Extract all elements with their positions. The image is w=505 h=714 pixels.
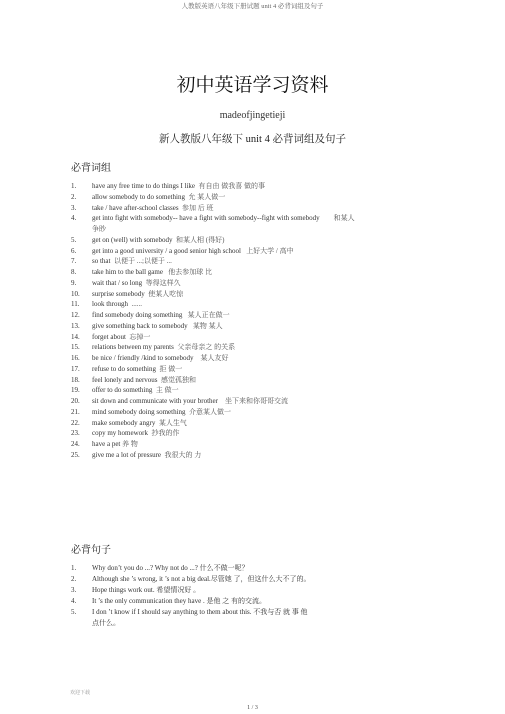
item-number: 11.	[71, 300, 80, 309]
vocab-item-continuation	[71, 224, 451, 235]
vocab-item	[71, 278, 451, 289]
phrase-en: refuse to do something	[92, 364, 156, 373]
vocab-section-heading: 必背词组	[71, 163, 111, 174]
vocab-item	[71, 364, 451, 375]
phrase-en: feel lonely and nervous	[92, 375, 158, 384]
vocab-item	[71, 439, 451, 450]
vocab-item	[71, 450, 451, 461]
vocab-item	[71, 203, 451, 214]
phrase-cn-continuation: 争眇	[92, 225, 106, 233]
phrase-cn: 使某人吃惊	[148, 289, 184, 298]
phrase-en: make somebody angry	[92, 418, 156, 427]
phrase-en: take / have after-school classes	[92, 203, 179, 212]
vocab-item	[71, 192, 451, 203]
phrase-cn: 感觉孤独和	[161, 375, 197, 384]
phrase-en: give something back to somebody	[92, 321, 188, 330]
phrase-en: have a pet	[92, 440, 121, 448]
footer-download-note: 欢迎下载	[70, 691, 91, 696]
document-subtitle: madeofjingetieji	[219, 110, 286, 121]
phrase-cn: 上好大学 / 高中	[246, 246, 294, 255]
item-number: 22.	[71, 418, 80, 427]
item-number: 20.	[71, 397, 80, 405]
phrase-en: surprise somebody	[92, 289, 145, 298]
phrase-en: offer to do something	[92, 386, 153, 395]
phrase-cn: 和某人	[333, 214, 355, 223]
phrase-cn: 某人生气	[158, 418, 187, 427]
item-number: 23.	[71, 429, 80, 438]
vocab-item	[71, 375, 451, 386]
phrase-cn: 养 物	[122, 440, 138, 448]
phrase-en: have any free time to do things I like	[92, 182, 196, 190]
item-number: 14.	[71, 332, 80, 341]
item-number: 7.	[71, 257, 77, 266]
item-number: 3.	[71, 203, 77, 212]
phrase-cn: 有自由 做我喜 做的事	[198, 182, 266, 190]
vocab-item	[71, 385, 451, 396]
phrase-cn: 我很大的 力	[164, 450, 202, 459]
vocab-item	[71, 418, 451, 429]
phrase-cn: 抄我的作	[151, 429, 180, 438]
sentence-section-heading: 必背句子	[71, 545, 111, 556]
phrase-cn: 等得这样久	[145, 278, 181, 287]
phrase-en: get on (well) with somebody	[92, 235, 173, 244]
sentence-item-continuation	[71, 618, 451, 629]
sentence-item	[71, 574, 451, 585]
phrase-en: copy my homework	[92, 429, 148, 438]
phrase-cn: 允 某人做一	[188, 192, 226, 201]
running-header: 人教版英语八年级下册试题 unit 4 必背词组及句子	[181, 3, 324, 10]
phrase-en: take him to the ball game	[92, 268, 163, 276]
item-number: 18.	[71, 375, 80, 384]
vocab-item	[71, 407, 451, 418]
vocab-item	[71, 213, 451, 224]
sentence-text-continuation: 点什么。	[92, 619, 120, 627]
vocab-item	[71, 353, 451, 364]
item-number: 24.	[71, 440, 80, 448]
phrase-cn: 某人正在做一	[187, 311, 230, 319]
vocab-item	[71, 332, 451, 343]
item-number: 5.	[71, 235, 77, 244]
item-number: 15.	[71, 343, 80, 352]
item-number: 5.	[71, 608, 77, 616]
item-number: 2.	[71, 575, 77, 583]
sentence-text: Although she ’s wrong, it ’s not a big deal.尽管她 了，但这什么大不了的。	[92, 575, 311, 583]
document-title: 初中英语学习资料	[176, 74, 329, 96]
sentence-text: Why don’t you do ...? Why not do ...? 什么不做一呢？	[92, 564, 249, 572]
phrase-cn: 父亲母亲之 的关系	[177, 343, 236, 352]
phrase-cn: 主 做一	[155, 386, 179, 395]
vocab-item	[71, 428, 451, 439]
vocab-item	[71, 289, 451, 300]
sentence-text: Hope things work out. 希望情况好 。	[92, 586, 201, 594]
sentence-item	[71, 585, 451, 596]
item-number: 1.	[71, 182, 77, 190]
phrase-cn: 拒 做一	[159, 364, 183, 373]
item-number: 19.	[71, 386, 80, 395]
phrase-en: get into fight with somebody-- have a fight with somebody--fight with somebody	[92, 214, 320, 223]
phrase-en: mind somebody doing something	[92, 407, 186, 416]
page-number: 1 / 3	[247, 705, 258, 711]
phrase-cn: 参加 后 班	[182, 203, 214, 212]
item-number: 25.	[71, 450, 80, 459]
sentence-text: It ’s the only communication they have . 是他 之 有的交流。	[92, 597, 267, 605]
sentence-item	[71, 596, 451, 607]
vocab-item	[71, 396, 451, 407]
item-number: 2.	[71, 192, 77, 201]
phrase-en: forget about	[92, 332, 126, 341]
vocab-item	[71, 246, 451, 257]
sentence-item	[71, 563, 451, 574]
vocab-item	[71, 321, 451, 332]
phrase-cn: 和某人相 (得好)	[176, 235, 225, 244]
phrase-cn: 以便于 ...;以便于 ...	[113, 257, 172, 266]
vocab-item	[71, 267, 451, 278]
phrase-en: wait that / so long	[92, 278, 143, 287]
document-subheading: 新人教版八年级下 unit 4 必背词组及句子	[159, 134, 346, 145]
item-number: 13.	[71, 321, 80, 330]
phrase-en: so that	[92, 257, 111, 266]
item-number: 1.	[71, 564, 77, 572]
item-number: 4.	[71, 214, 77, 223]
item-number: 17.	[71, 364, 80, 373]
vocab-item	[71, 342, 451, 353]
phrase-cn: 坐下来和你哥哥交流	[224, 397, 288, 405]
sentence-item	[71, 607, 451, 618]
phrase-en: find somebody doing something	[92, 311, 183, 319]
phrase-cn: ......	[131, 300, 142, 309]
item-number: 21.	[71, 407, 80, 416]
phrase-en: sit down and communicate with your brother	[92, 397, 218, 405]
item-number: 10.	[71, 289, 80, 298]
phrase-en: be nice / friendly /kind to somebody	[92, 354, 194, 362]
phrase-cn: 忘掉一	[129, 332, 151, 341]
phrase-en: give me a lot of pressure	[92, 450, 162, 459]
vocab-item	[71, 235, 451, 246]
phrase-cn: 某物 某人	[192, 321, 223, 330]
phrase-cn: 介意某人做一	[189, 407, 232, 416]
vocab-item	[71, 299, 451, 310]
item-number: 6.	[71, 246, 77, 255]
item-number: 9.	[71, 278, 77, 287]
item-number: 12.	[71, 311, 80, 319]
phrase-en: get into a good university / a good senior high school	[92, 246, 241, 255]
item-number: 8.	[71, 268, 77, 276]
vocab-list	[71, 181, 451, 461]
phrase-en: relations between my parents	[92, 343, 174, 352]
vocab-item	[71, 310, 451, 321]
phrase-cn: 他去参加球 比	[168, 268, 212, 276]
item-number: 16.	[71, 354, 80, 362]
item-number: 4.	[71, 597, 77, 605]
phrase-en: look through	[92, 300, 128, 309]
phrase-cn: 某人友好	[200, 354, 229, 362]
sentence-text: I don ’t know if I should say anything to them about this. 不我与否 就 事 他	[92, 608, 308, 616]
sentence-list	[71, 563, 451, 629]
phrase-en: allow somebody to do something	[92, 192, 185, 201]
vocab-item	[71, 256, 451, 267]
item-number: 3.	[71, 586, 77, 594]
vocab-item	[71, 181, 451, 192]
